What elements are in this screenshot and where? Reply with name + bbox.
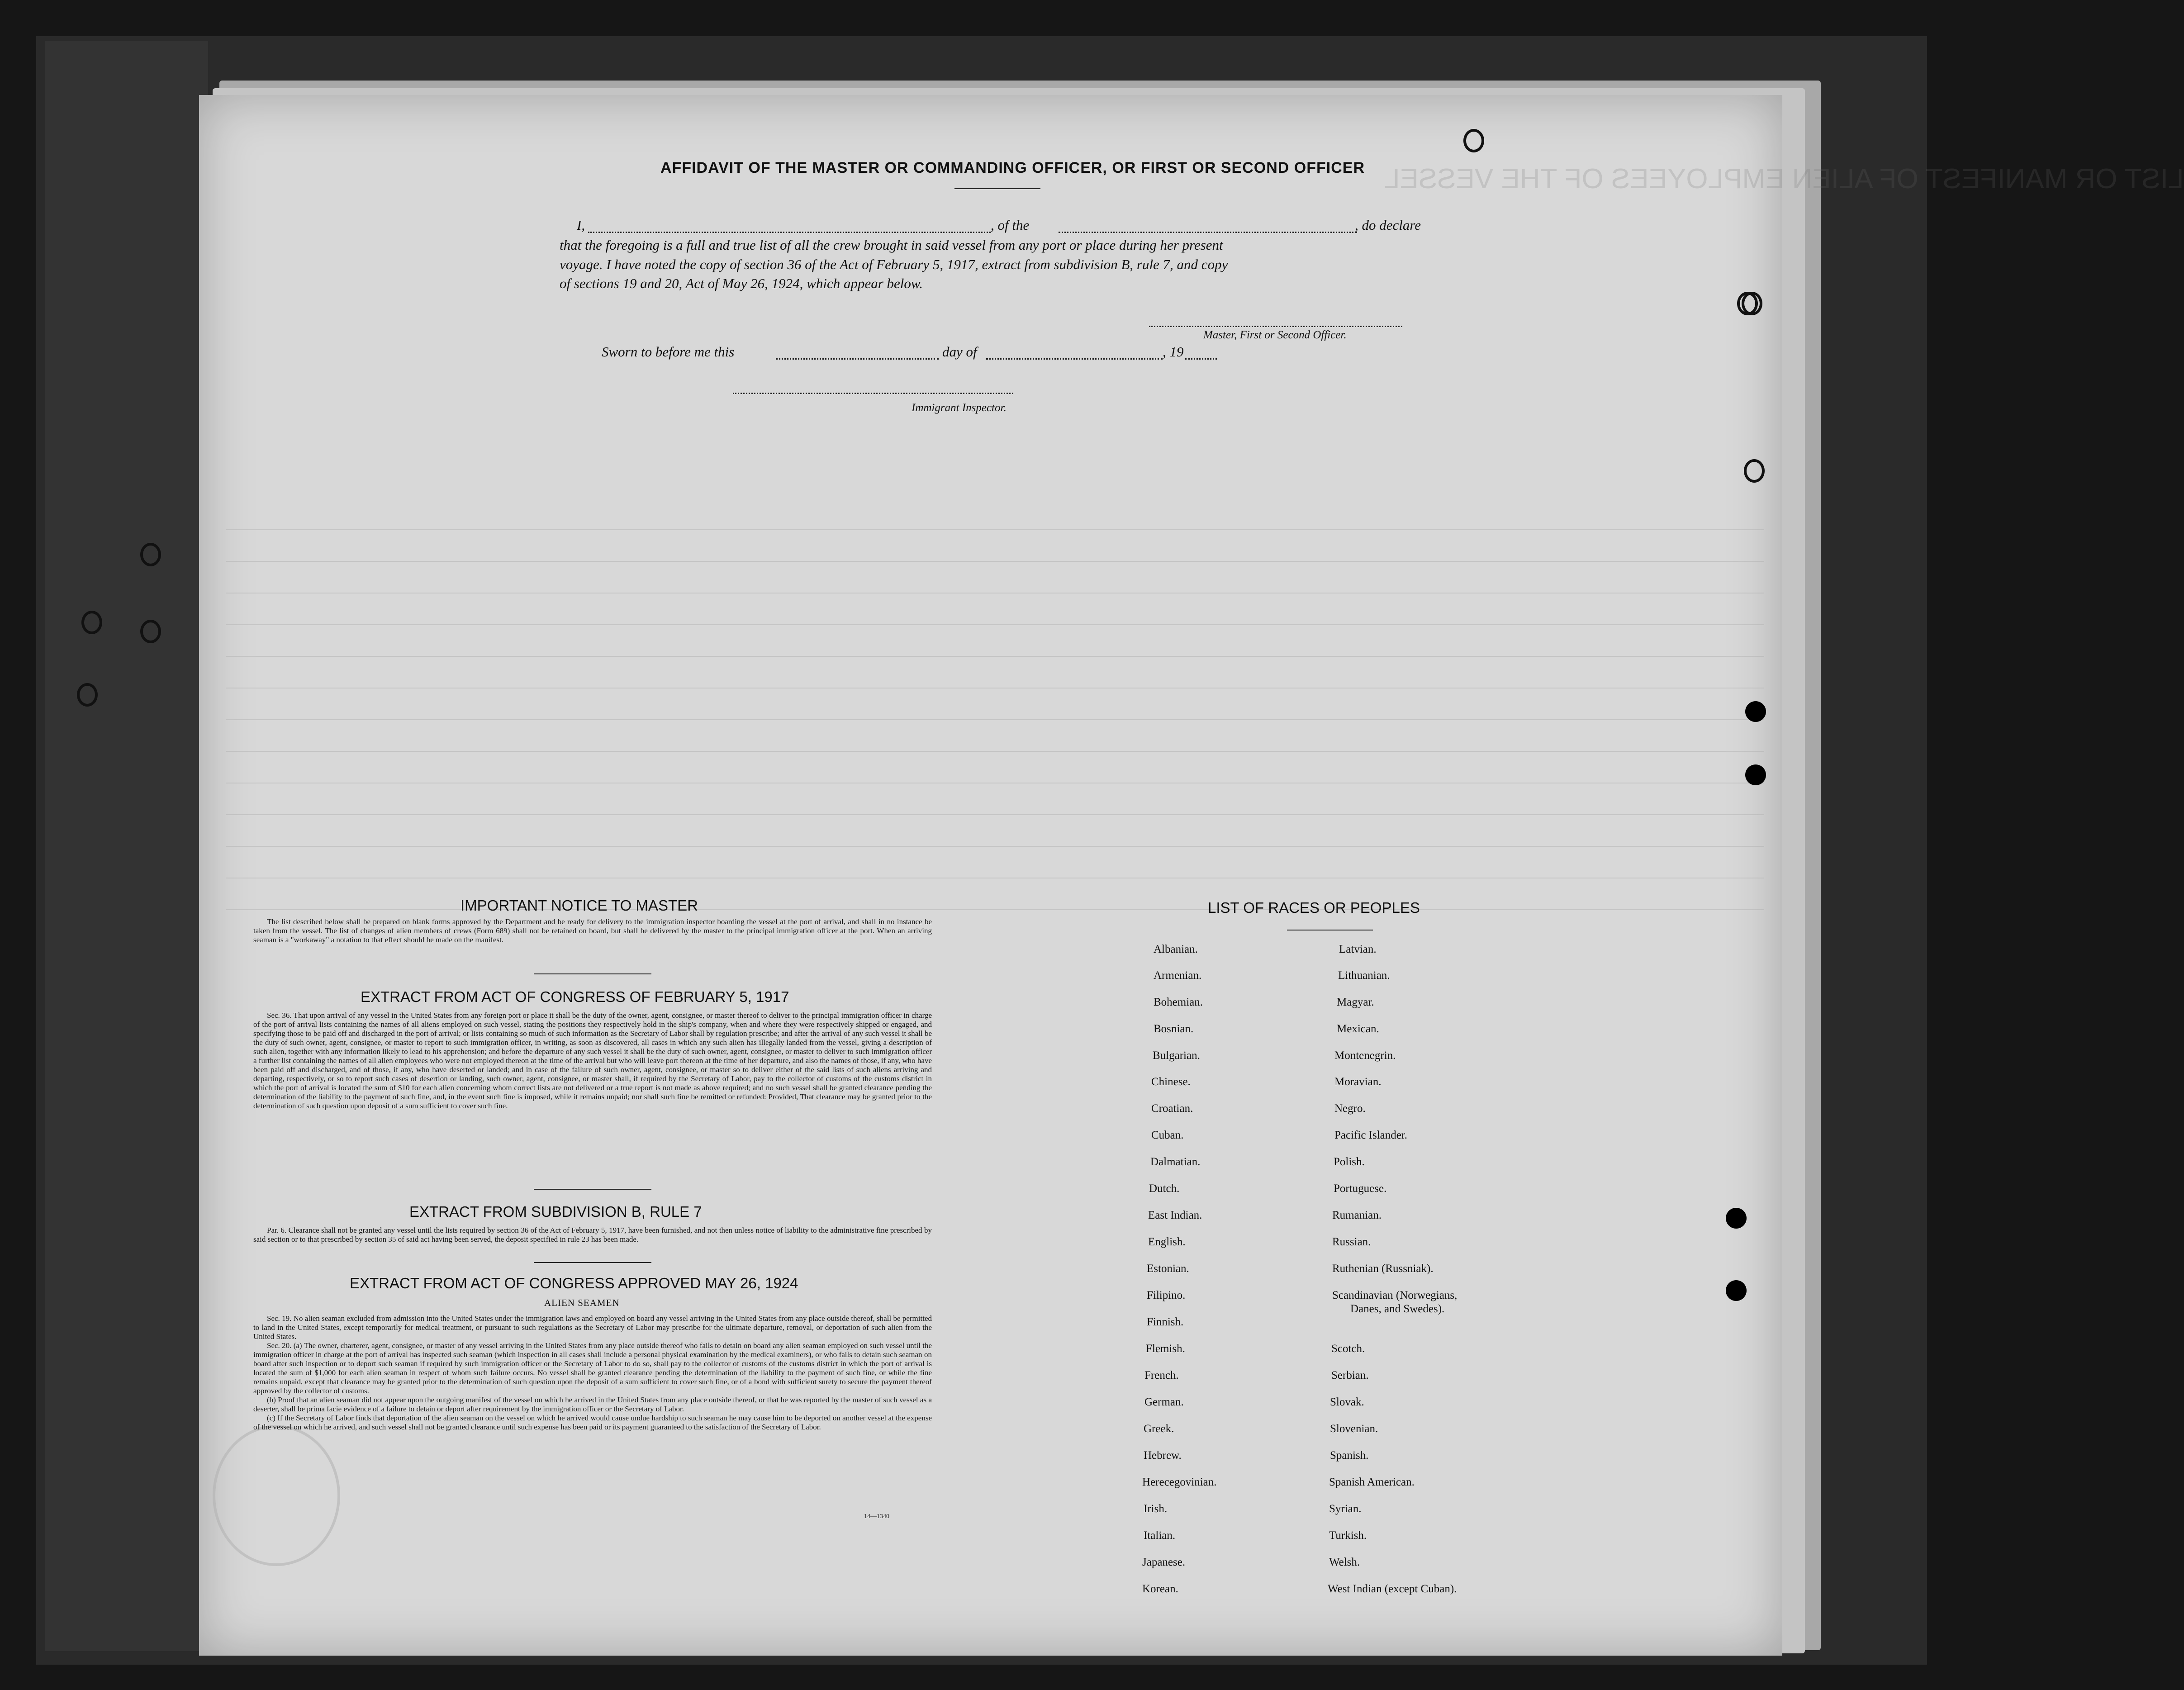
- race-item: Latvian.: [1339, 943, 1377, 955]
- race-item: Syrian.: [1329, 1503, 1362, 1515]
- race-item: Estonian.: [1147, 1263, 1189, 1275]
- form-number: 14—1340: [864, 1513, 889, 1520]
- race-item: German.: [1144, 1396, 1184, 1408]
- punch-hole-icon: [1726, 1280, 1747, 1301]
- ghost-rule: [226, 656, 1764, 657]
- binder-ring-icon: [77, 683, 98, 707]
- section-divider: [534, 973, 651, 974]
- ghost-rule: [226, 751, 1764, 752]
- affidavit-i: I,: [577, 217, 585, 233]
- race-item: Filipino.: [1147, 1289, 1186, 1301]
- title-divider: [954, 188, 1040, 189]
- race-item: Scandinavian (Norwegians,: [1332, 1289, 1458, 1301]
- ghost-rule: [226, 561, 1764, 562]
- race-item: Magyar.: [1337, 996, 1374, 1008]
- race-item: Welsh.: [1329, 1556, 1360, 1568]
- section-divider: [534, 1189, 651, 1190]
- sworn-year-line[interactable]: [1185, 358, 1217, 360]
- race-item: West Indian (except Cuban).: [1328, 1583, 1457, 1595]
- notice-text: [253, 917, 932, 945]
- notice-paragraph: The list described below shall be prepared on blank forms approved by the Department and be ready for delivery to the immigration inspector boarding the vessel at the port of arrival, and shall in no instance be taken from the vessel. The list of changes of alien members of crews (Form 689) shall not be retained on board, but shall be delivered by the master to the principal immigration officer at the port. When an arriving seaman is a "workaway" a notation to that effect should be made on the manifest.: [253, 917, 932, 944]
- race-item: Bosnian.: [1154, 1023, 1194, 1035]
- race-item: Turkish.: [1329, 1529, 1367, 1542]
- binder-left-spine: [45, 41, 208, 1651]
- master-name-line[interactable]: [588, 232, 991, 233]
- race-item: Mexican.: [1337, 1023, 1379, 1035]
- extract-1924-text: [253, 1314, 932, 1432]
- punch-hole-icon: [1745, 701, 1766, 722]
- race-item: Herecegovinian.: [1142, 1476, 1217, 1488]
- ghost-rule: [226, 624, 1764, 625]
- affidavit-declare: , do declare: [1355, 217, 1421, 233]
- notice-title: IMPORTANT NOTICE TO MASTER: [461, 897, 698, 914]
- day-of-text: day of: [942, 344, 977, 360]
- race-item: Portuguese.: [1334, 1182, 1387, 1195]
- race-item: Bohemian.: [1154, 996, 1203, 1008]
- race-item: Lithuanian.: [1338, 969, 1390, 982]
- race-item: Slovenian.: [1330, 1423, 1378, 1435]
- race-item: Flemish.: [1146, 1343, 1185, 1355]
- race-item: Japanese.: [1142, 1556, 1186, 1568]
- ghost-rule: [226, 529, 1764, 530]
- extract-1917-title: EXTRACT FROM ACT OF CONGRESS OF FEBRUARY 5, 1917: [361, 988, 789, 1005]
- punch-hole-icon: [1744, 459, 1765, 483]
- embossed-seal: [213, 1425, 340, 1566]
- sec-20a-paragraph: Sec. 20. (a) The owner, charterer, agent, consignee, or master of any vessel arriving in the United States from any place outside thereof who fails to detain on board any alien seaman employed on such vessel until the immigration officer in charge at the port of arrival has inspected such seaman (which inspection in all cases shall include a personal physical examination by the medical examiners), or who fails to detain such seaman on board after such inspection or to deport such seaman if required by such immigration officer or the Secretary of Labor to do so, shall pay to the collector of customs of the customs district in which the port of arrival is located the sum of $1,000 for each alien seaman in respect of whom such failure occurs. No vessel shall be granted clearance pending the determination of the liability to the payment of such fine, or while the fine remains unpaid, except that clearance may be granted prior to the determination of such question upon the deposit of a sum sufficient to cover such fine, or of a bond with sufficient surety to secure the payment thereof approved by the collector of customs.: [253, 1341, 932, 1395]
- race-item: Cuban.: [1151, 1129, 1184, 1141]
- races-title: LIST OF RACES OR PEOPLES: [1208, 899, 1420, 916]
- race-item: Spanish.: [1330, 1449, 1369, 1462]
- race-item: Pacific Islander.: [1334, 1129, 1408, 1141]
- race-item: Albanian.: [1154, 943, 1198, 955]
- alien-seamen-subtitle: ALIEN SEAMEN: [544, 1297, 620, 1308]
- race-item: Dutch.: [1149, 1182, 1180, 1195]
- race-item: Italian.: [1144, 1529, 1176, 1542]
- binder-ring-icon: [81, 611, 102, 634]
- ghost-rule: [226, 719, 1764, 720]
- affidavit-line-4: of sections 19 and 20, Act of May 26, 1924, which appear below.: [560, 275, 923, 291]
- race-item: Irish.: [1144, 1503, 1168, 1515]
- inspector-signature-line[interactable]: [733, 393, 1013, 394]
- year-text: , 19: [1163, 344, 1184, 360]
- ghost-rule: [226, 846, 1764, 847]
- race-item: Negro.: [1334, 1102, 1366, 1115]
- extract-rule7-text: [253, 1226, 932, 1244]
- affidavit-of-the: , of the: [991, 217, 1030, 233]
- affidavit-line-2: that the foregoing is a full and true list of all the crew brought in said vessel from any port or place during her present: [560, 237, 1223, 253]
- section-divider: [534, 1262, 651, 1263]
- sec-20c-paragraph: (c) If the Secretary of Labor finds that deportation of the alien seaman on the vessel on which he arrived would cause undue hardship to such seaman he may cause him to be deported on another vessel at the expense of the vessel on which he arrived, and such vessel shall not be granted clearance until such expense has been paid or its payment guaranteed to the satisfaction of the Secretary of Labor.: [253, 1414, 932, 1431]
- race-item: Montenegrin.: [1334, 1049, 1396, 1062]
- master-signature-caption: Master, First or Second Officer.: [1203, 329, 1347, 341]
- punch-hole-icon: [1737, 292, 1758, 315]
- punch-hole-icon: [1745, 764, 1766, 785]
- race-item: Russian.: [1332, 1236, 1371, 1248]
- race-item: Greek.: [1144, 1423, 1174, 1435]
- extract-1917-text: [253, 1011, 932, 1111]
- sworn-day-line[interactable]: [776, 358, 939, 360]
- sec-36-paragraph: Sec. 36. That upon arrival of any vessel in the United States from any foreign port or place it shall be the duty of the owner, agent, consignee, or master thereof to deliver to the principal immigration officer in charge of the port of arrival lists containing the names of all aliens employed on such vessel, stating the positions they respectively hold in the ship's company, when and where they were respectively shipped or engaged, and specifying those to be paid off and discharged in the port of arrival; or lists containing so much of such information as the Secretary of Labor shall by regulation prescribe; and after the arrival of any such vessel it shall be the duty of such owner, agent, consignee, or master to report to such immigration officer, in writing, as soon as discovered, all cases in which any such alien has illegally landed from the vessel, giving a description of such alien, together with any information likely to lead to his apprehension; and before the departure of any such vessel it shall be the duty of such owner, agent, consignee, or master to deliver to such immigration officer a further list containing the names of all alien employees who were not employed thereon at the time of the arrival but who will leave port thereon at the time of her departure, and also the names of those, if any, who have been paid off and discharged, and of those, if any, who have deserted or landed; and in case of the failure of such owner, agent, consignee, or master so to deliver either of the said lists of such aliens arriving and departing, respectively, or so to report such cases of desertion or landing, such owner, agent, consignee, or master shall, if required by the Secretary of Labor, pay to the collector of customs of the customs district in which the port of arrival is located the sum of $10 for each alien concerning whom correct lists are not delivered or a true report is not made as above required; and no such vessel shall be granted clearance pending the determination of the liability to the payment of such fine, and, in the event such fine is imposed, while it remains unpaid; nor shall such fine be remitted or refunded: Provided, That clearance may be granted prior to the determination of such question upon deposit of a sum sufficient to cover such fine.: [253, 1011, 932, 1110]
- race-item: Spanish American.: [1329, 1476, 1415, 1488]
- race-item: Korean.: [1142, 1583, 1178, 1595]
- race-item: English.: [1148, 1236, 1186, 1248]
- race-item: Scotch.: [1331, 1343, 1365, 1355]
- race-item: Moravian.: [1334, 1076, 1382, 1088]
- affidavit-line-3: voyage. I have noted the copy of section 36 of the Act of February 5, 1917, extract from subdivision B, rule 7, and copy: [560, 256, 1228, 272]
- race-item: Hebrew.: [1144, 1449, 1182, 1462]
- master-signature-line[interactable]: [1149, 326, 1402, 327]
- binder-ring-icon: [140, 620, 161, 643]
- race-item: Finnish.: [1147, 1316, 1184, 1328]
- race-item: Chinese.: [1151, 1076, 1191, 1088]
- race-item: Croatian.: [1151, 1102, 1193, 1115]
- race-item: Polish.: [1334, 1156, 1365, 1168]
- race-item: East Indian.: [1148, 1209, 1202, 1221]
- race-item: Bulgarian.: [1153, 1049, 1200, 1062]
- race-item: Danes, and Swedes).: [1350, 1303, 1445, 1315]
- affidavit-title: AFFIDAVIT OF THE MASTER OR COMMANDING OFFICER, OR FIRST OR SECOND OFFICER: [660, 159, 1365, 176]
- sworn-month-line[interactable]: [986, 358, 1163, 360]
- extract-1924-title: EXTRACT FROM ACT OF CONGRESS APPROVED MAY 26, 1924: [350, 1275, 798, 1291]
- punch-hole-icon: [1726, 1208, 1747, 1229]
- sworn-text: Sworn to before me this: [602, 344, 735, 360]
- ghost-rule: [226, 814, 1764, 815]
- race-item: Slovak.: [1330, 1396, 1364, 1408]
- ghost-rule: [226, 909, 1764, 910]
- sec-19-paragraph: Sec. 19. No alien seaman excluded from admission into the United States under the immigration laws and employed on board any vessel arriving in the United States from any place outside thereof, shall be permitted to land in the United States, except temporarily for medical treatment, or pursuant to such regulations as the Secretary of Labor may prescribe for the ultimate departure, removal, or deportation of such alien from the United States.: [253, 1314, 932, 1341]
- race-item: Rumanian.: [1332, 1209, 1382, 1221]
- race-item: French.: [1144, 1369, 1179, 1381]
- punch-hole-icon: [1463, 129, 1484, 152]
- extract-rule7-title: EXTRACT FROM SUBDIVISION B, RULE 7: [409, 1203, 702, 1220]
- sec-20b-paragraph: (b) Proof that an alien seaman did not appear upon the outgoing manifest of the vessel on which he arrived in the United States from any place outside thereof, or that he was reported by the master of such vessel as a deserter, shall be prima facie evidence of a failure to detain or deport after requirement by the immigration officer or the Secretary of Labor.: [253, 1396, 932, 1413]
- vessel-name-line[interactable]: [1059, 232, 1357, 233]
- race-item: Armenian.: [1154, 969, 1202, 982]
- bleed-through-ghost: LIST OR MANIFEST OF ALIEN EMPLOYEES OF THE VESSEL: [1384, 163, 2184, 195]
- binder-ring-icon: [140, 543, 161, 566]
- inspector-caption: Immigrant Inspector.: [912, 402, 1007, 414]
- par-6-paragraph: Par. 6. Clearance shall not be granted any vessel until the lists required by section 36 of the Act of February 5, 1917, have been furnished, and not then unless notice of liability to the administrative fine prescribed by said section or to that prescribed by section 35 of said act having been served, the deposit specified in rule 23 has been made.: [253, 1226, 932, 1244]
- race-item: Dalmatian.: [1150, 1156, 1201, 1168]
- race-item: Serbian.: [1331, 1369, 1369, 1381]
- race-item: Ruthenian (Russniak).: [1332, 1263, 1434, 1275]
